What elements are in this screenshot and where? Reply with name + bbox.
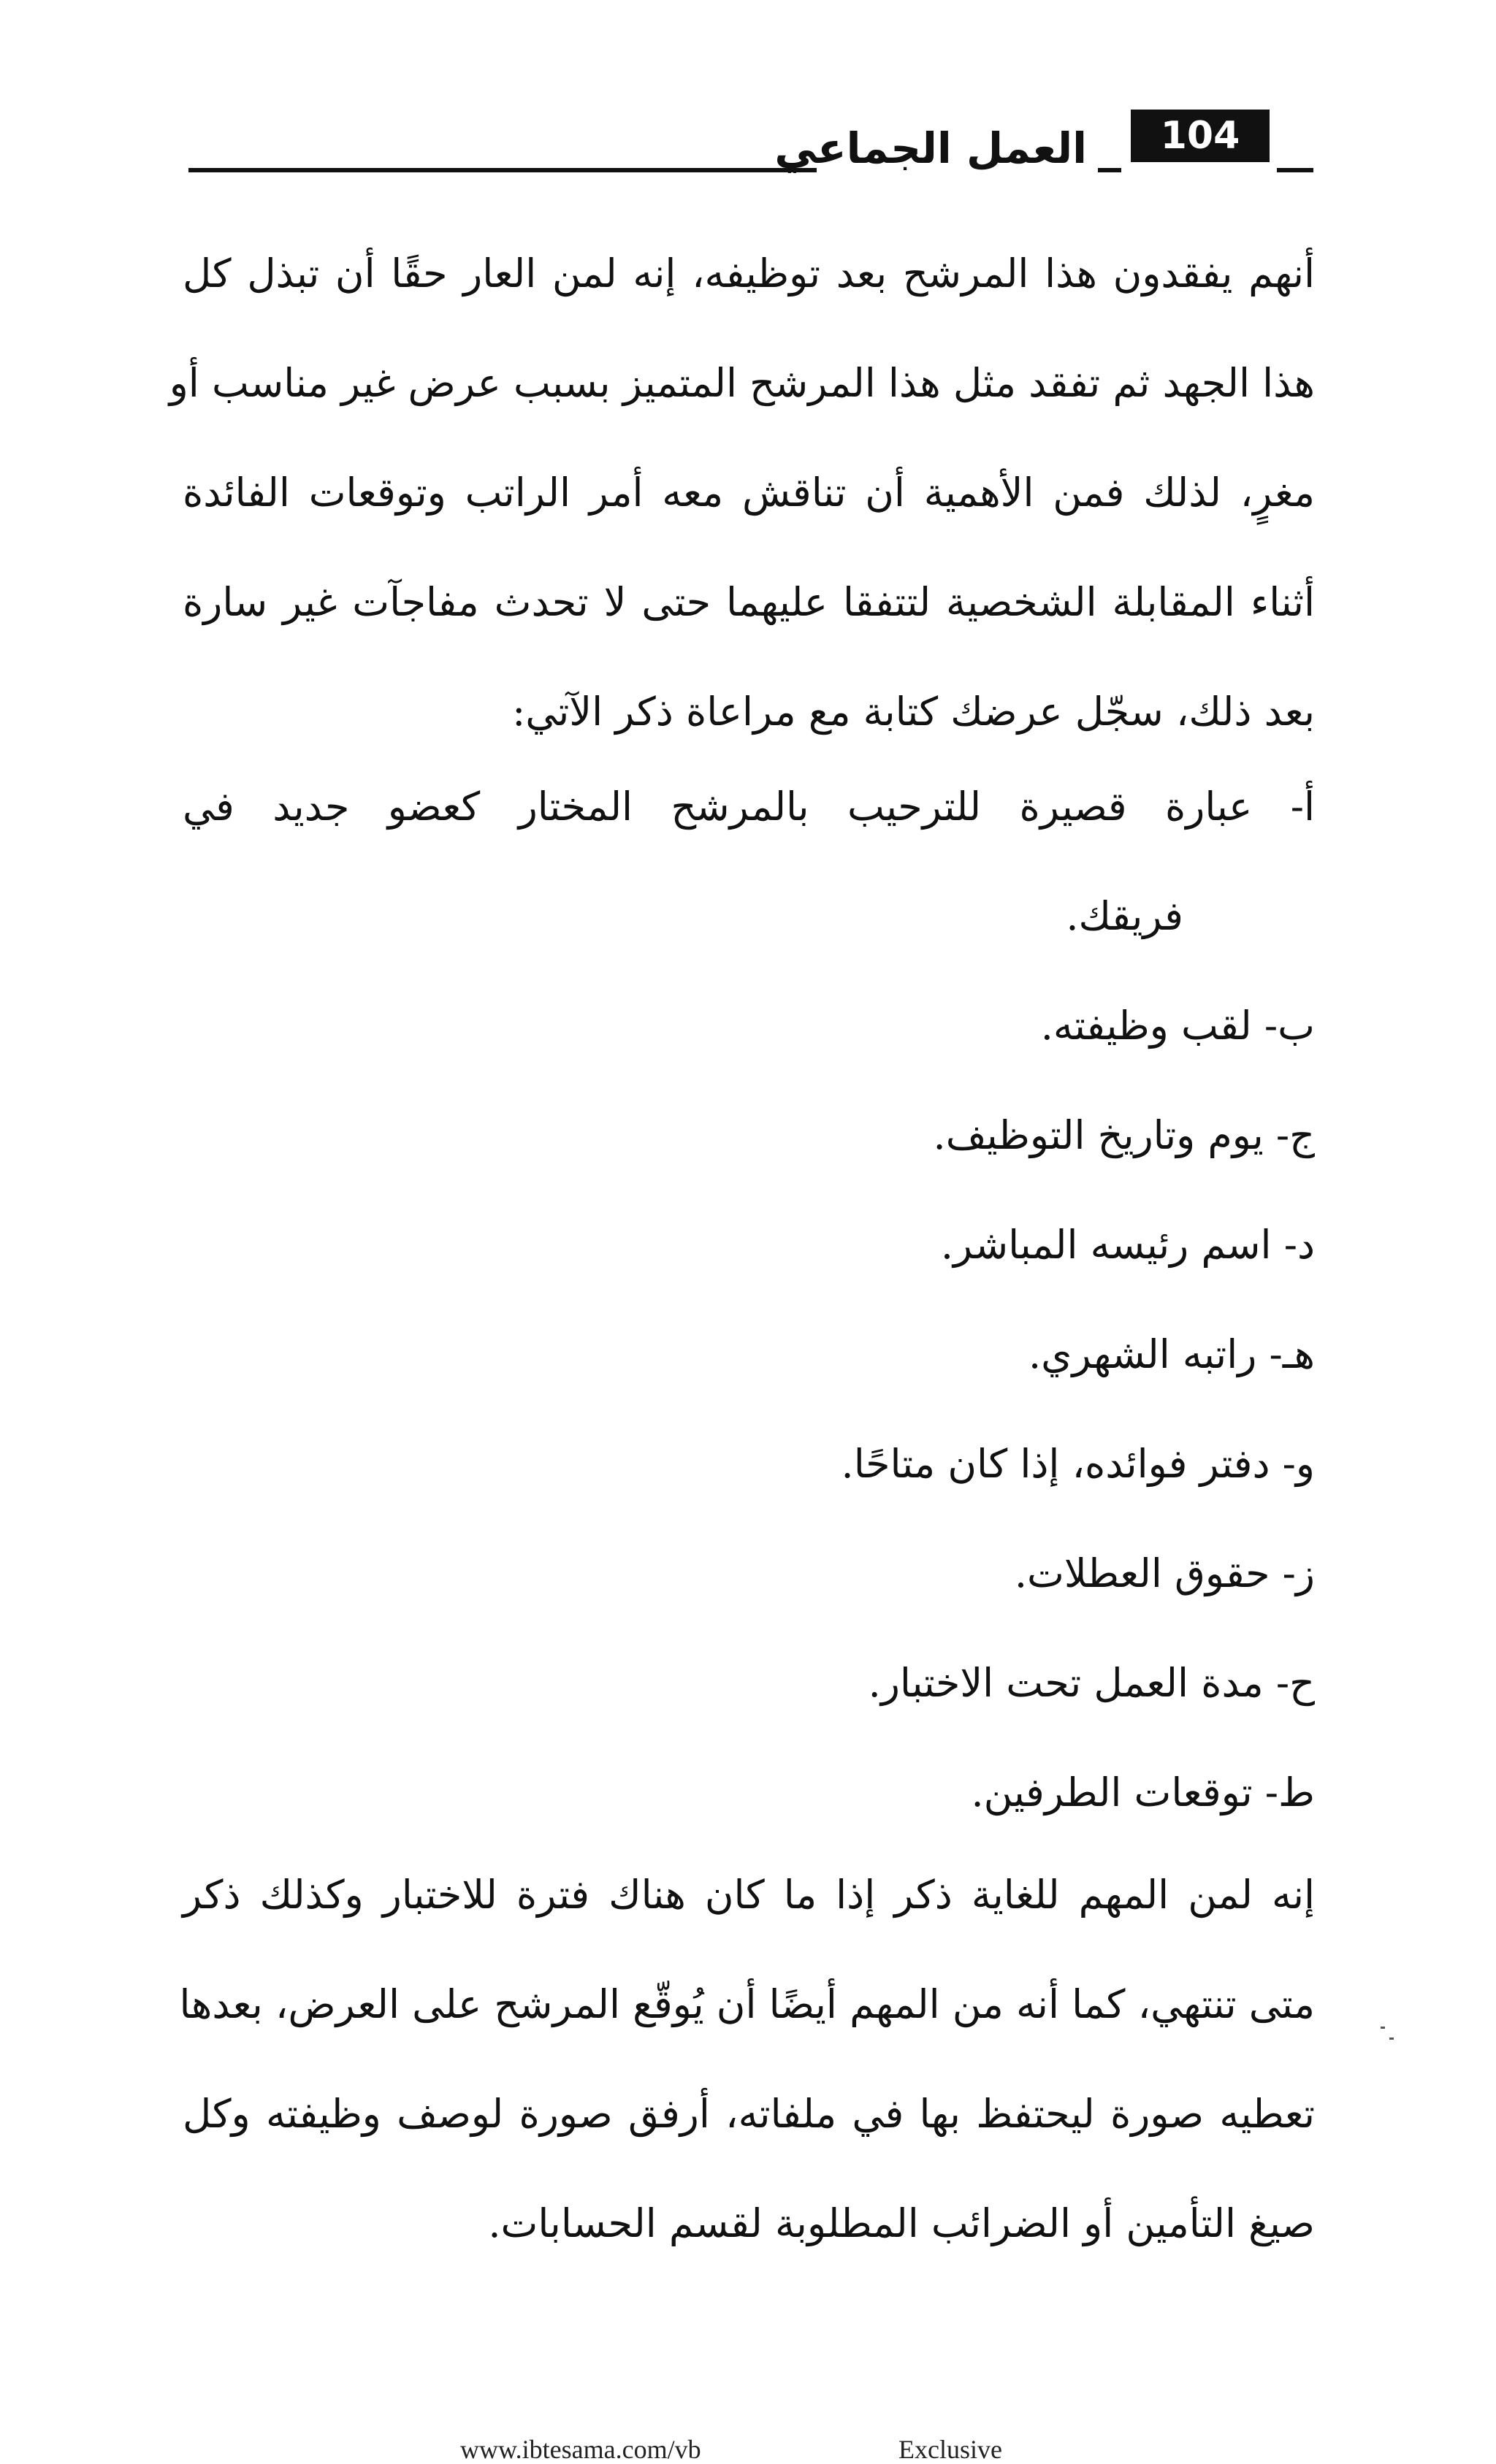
text-line: إنه لمن المهم للغاية ذكر إذا ما كان هناك فترة للاختبار وكذلك ذكر <box>183 1872 1315 1918</box>
text-line: تعطيه صورة ليحتفظ بها في ملفاته، أرفق صورة لوصف وظيفته وكل <box>183 2091 1315 2137</box>
list-item: ب- لقب وظيفته. <box>1040 1003 1315 1049</box>
list-item-continuation: فريقك. <box>1066 893 1183 939</box>
footer-url: www.ibtesama.com/vb <box>460 2435 701 2464</box>
footer-tag: Exclusive <box>898 2435 1002 2464</box>
list-item: و- دفتر فوائده، إذا كان متاحًا. <box>841 1441 1315 1487</box>
list-item: ج- يوم وتاريخ التوظيف. <box>933 1112 1315 1158</box>
list-item: ط- توقعات الطرفين. <box>971 1769 1315 1816</box>
text-line: متى تنتهي، كما أنه من المهم أيضًا أن يُوقّع المرشح على العرض، بعدها <box>179 1981 1315 2027</box>
page-number: 104 <box>1131 110 1270 162</box>
text-line: مغرٍ، لذلك فمن الأهمية أن تناقش معه أمر الراتب وتوقعات الفائدة <box>183 470 1315 516</box>
header-rule <box>188 168 817 172</box>
header-rule-tail <box>1277 168 1313 172</box>
list-item: ز- حقوق العطلات. <box>1014 1550 1315 1596</box>
closing-paragraph <box>179 1840 1315 2293</box>
scan-speck <box>1381 2027 1385 2029</box>
list-item <box>183 752 1315 971</box>
header-rule-short <box>1098 168 1121 172</box>
text-line: بعد ذلك، سجّل عرضك كتابة مع مراعاة ذكر الآتي: <box>512 689 1315 735</box>
intro-paragraph <box>169 219 1315 774</box>
page-header <box>188 110 1313 179</box>
text-line: أنهم يفقدون هذا المرشح بعد توظيفه، إنه لمن العار حقًا أن تبذل كل <box>183 250 1315 296</box>
offer-items-list <box>183 752 1315 1870</box>
page-footer <box>460 2436 1118 2463</box>
text-line: هذا الجهد ثم تفقد مثل هذا المرشح المتميز بسبب عرض غير مناسب أو <box>169 360 1315 406</box>
scan-speck <box>1389 2038 1394 2040</box>
text-line: صيغ التأمين أو الضرائب المطلوبة لقسم الحسابات. <box>488 2200 1315 2246</box>
text-line: أثناء المقابلة الشخصية لتتفقا عليهما حتى لا تحدث مفاجآت غير سارة <box>183 579 1315 625</box>
running-title: العمل الجماعي <box>774 123 1087 173</box>
list-item: هـ- راتبه الشهري. <box>1028 1331 1315 1377</box>
list-item: ح- مدة العمل تحت الاختبار. <box>868 1660 1315 1706</box>
list-item: د- اسم رئيسه المباشر. <box>940 1222 1315 1268</box>
list-item-text: أ- عبارة قصيرة للترحيب بالمرشح المختار كعضو جديد في <box>183 784 1315 830</box>
